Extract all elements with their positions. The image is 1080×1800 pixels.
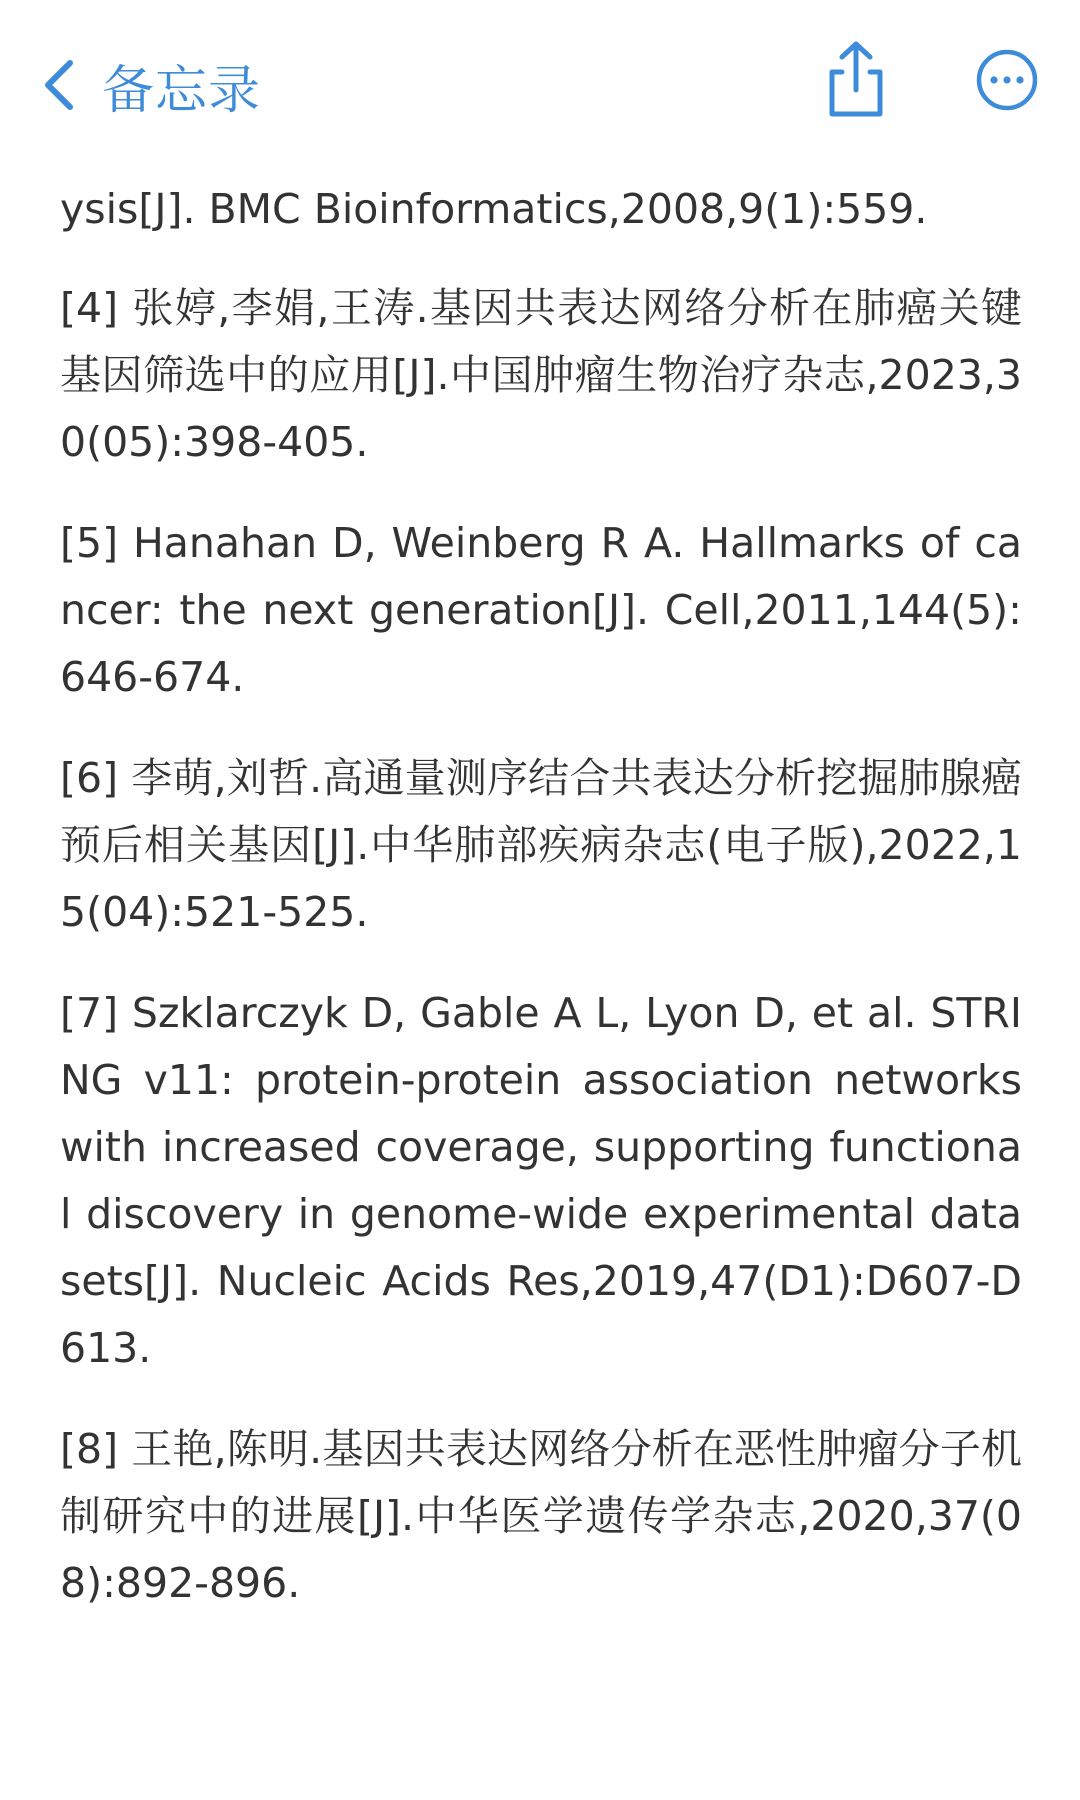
share-button[interactable] bbox=[820, 38, 892, 120]
reference-paragraph: [4] 张婷,李娟,王涛.基因共表达网络分析在肺癌关键基因筛选中的应用[J].中国肿瘤生物治疗杂志,2023,30(05):398-405. bbox=[60, 284, 1022, 466]
reference-paragraph: [6] 李萌,刘哲.高通量测序结合共表达分析挖掘肺腺癌预后相关基因[J].中华肺部疾病杂志(电子版),2022,15(04):521-525. bbox=[60, 754, 1022, 936]
chevron-left-icon bbox=[40, 55, 80, 115]
reference-paragraph: [8] 王艳,陈明.基因共表达网络分析在恶性肿瘤分子机制研究中的进展[J].中华医学遗传学杂志,2020,37(08):892-896. bbox=[60, 1425, 1022, 1607]
navigation-bar bbox=[0, 0, 1080, 170]
back-label: 备忘录 bbox=[102, 60, 262, 121]
reference-paragraph: ysis[J]. BMC Bioinformatics,2008,9(1):559. bbox=[60, 185, 928, 233]
note-body[interactable] bbox=[60, 176, 1022, 1651]
reference-paragraph: [5] Hanahan D, Weinberg R A. Hallmarks of cancer: the next generation[J]. Cell,2011,144(5):646-674. bbox=[60, 519, 1022, 701]
back-button[interactable] bbox=[40, 45, 261, 125]
more-button[interactable] bbox=[975, 48, 1039, 112]
more-ellipsis-icon bbox=[975, 48, 1039, 112]
share-icon bbox=[820, 38, 892, 120]
reference-paragraph: [7] Szklarczyk D, Gable A L, Lyon D, et al. STRING v11: protein-protein association networks with increased coverage, supporting functional discovery in genome-wide experimental datasets[J]. Nucleic Acids Res,2019,47(D1):D607-D613. bbox=[60, 989, 1022, 1372]
